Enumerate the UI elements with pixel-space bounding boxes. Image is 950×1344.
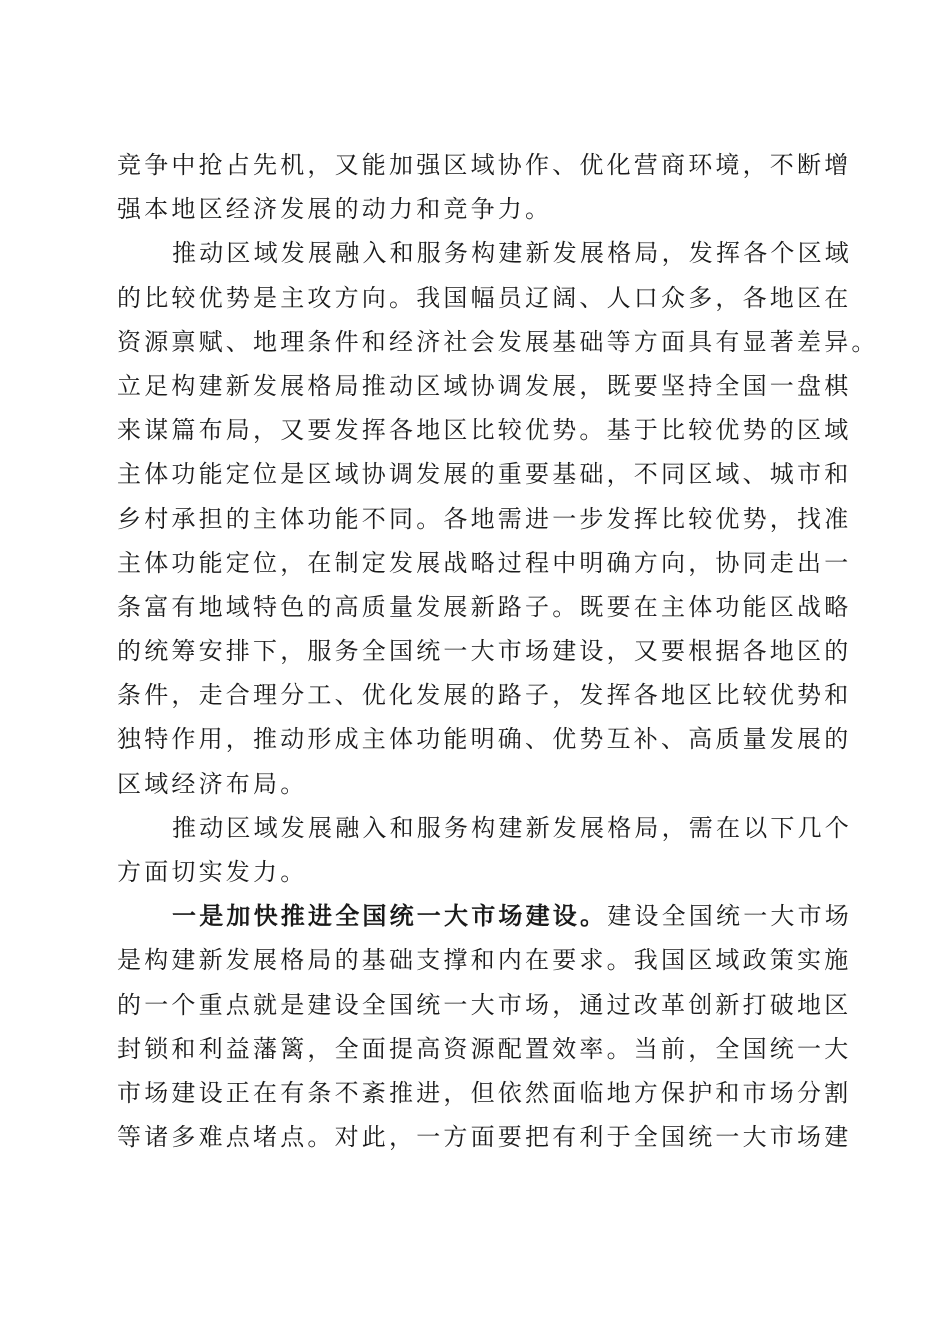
- text-line: 区域经济布局。: [117, 769, 308, 798]
- text-line: 推动区域发展融入和服务构建新发展格局，需在以下几个: [172, 813, 852, 842]
- section-heading: 一是加快推进全国统一大市场建设。: [172, 901, 608, 931]
- text-line: 的比较优势是主攻方向。我国幅员辽阔、人口众多，各地区在: [117, 283, 852, 312]
- text-line: 条件，走合理分工、优化发展的路子，发挥各地区比较优势和: [117, 681, 852, 710]
- text-line: 强本地区经济发展的动力和竞争力。: [117, 195, 553, 224]
- text-line: 是构建新发展格局的基础支撑和内在要求。我国区域政策实施: [117, 946, 852, 975]
- text-line: 方面切实发力。: [117, 858, 308, 886]
- text-line: 的一个重点就是建设全国统一大市场，通过改革创新打破地区: [117, 990, 852, 1019]
- text-line: 主体功能定位是区域协调发展的重要基础，不同区域、城市和: [117, 460, 852, 489]
- text-line: 市场建设正在有条不紊推进，但依然面临地方保护和市场分割: [117, 1078, 852, 1107]
- document-body: [117, 143, 879, 1159]
- text-line: 资源禀赋、地理条件和经济社会发展基础等方面具有显著差异。: [117, 327, 879, 356]
- text-line: 的统筹安排下，服务全国统一大市场建设，又要根据各地区的: [117, 637, 852, 666]
- text-line: 等诸多难点堵点。对此，一方面要把有利于全国统一大市场建: [117, 1123, 852, 1152]
- text-line: 独特作用，推动形成主体功能明确、优势互补、高质量发展的: [117, 725, 852, 754]
- text-line: 条富有地域特色的高质量发展新路子。既要在主体功能区战略: [117, 592, 852, 621]
- text-line: 立足构建新发展格局推动区域协调发展，既要坚持全国一盘棋: [117, 371, 852, 400]
- text-line: 乡村承担的主体功能不同。各地需进一步发挥比较优势，找准: [117, 504, 852, 533]
- text-line: 来谋篇布局，又要发挥各地区比较优势。基于比较优势的区域: [117, 416, 852, 445]
- text-run: 建设全国统一大市场: [607, 902, 853, 931]
- text-line: 主体功能定位，在制定发展战略过程中明确方向，协同走出一: [117, 548, 852, 577]
- text-line: 封锁和利益藩篱，全面提高资源配置效率。当前，全国统一大: [117, 1034, 852, 1063]
- section-heading-line: [117, 894, 853, 938]
- text-line: 竞争中抢占先机，又能加强区域协作、优化营商环境，不断增: [117, 151, 852, 179]
- text-line: 推动区域发展融入和服务构建新发展格局，发挥各个区域: [172, 239, 852, 268]
